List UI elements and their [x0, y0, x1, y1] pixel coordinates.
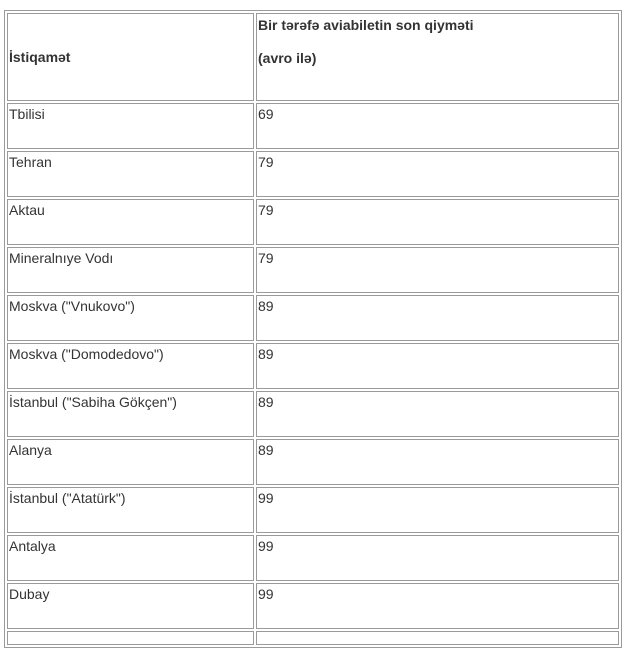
table-row [7, 247, 619, 293]
table-row-partial [7, 631, 619, 645]
price-cell: 79 [256, 247, 619, 293]
price-cell: 99 [256, 535, 619, 581]
table-row [7, 103, 619, 149]
destination-cell: Moskva ("Vnukovo") [7, 295, 254, 341]
table-header-row [7, 13, 619, 101]
partial-cell [7, 631, 254, 645]
table-row [7, 151, 619, 197]
price-cell: 69 [256, 103, 619, 149]
price-cell: 79 [256, 199, 619, 245]
table-row [7, 583, 619, 629]
table-row [7, 199, 619, 245]
destination-cell: Dubay [7, 583, 254, 629]
destination-cell: İstanbul ("Atatürk") [7, 487, 254, 533]
partial-cell [256, 631, 619, 645]
flight-price-table [4, 10, 622, 648]
price-cell: 89 [256, 295, 619, 341]
table-row [7, 295, 619, 341]
table-row [7, 439, 619, 485]
table-row [7, 343, 619, 389]
destination-header: İstiqamət [7, 13, 254, 101]
price-header [256, 13, 619, 101]
destination-cell: Antalya [7, 535, 254, 581]
table-row [7, 535, 619, 581]
destination-cell: Alanya [7, 439, 254, 485]
price-cell: 79 [256, 151, 619, 197]
table-row [7, 487, 619, 533]
price-header-line2: (avro ilə) [258, 50, 317, 66]
table-row [7, 391, 619, 437]
destination-cell: Tehran [7, 151, 254, 197]
price-header-line1: Bir tərəfə aviabiletin son qiyməti [258, 17, 474, 33]
price-cell: 99 [256, 487, 619, 533]
price-cell: 89 [256, 439, 619, 485]
destination-cell: İstanbul ("Sabiha Gökçen") [7, 391, 254, 437]
price-cell: 99 [256, 583, 619, 629]
price-cell: 89 [256, 391, 619, 437]
destination-cell: Aktau [7, 199, 254, 245]
destination-cell: Mineralnıye Vodı [7, 247, 254, 293]
destination-cell: Moskva ("Domodedovo") [7, 343, 254, 389]
destination-cell: Tbilisi [7, 103, 254, 149]
price-table-container [4, 10, 622, 648]
price-cell: 89 [256, 343, 619, 389]
